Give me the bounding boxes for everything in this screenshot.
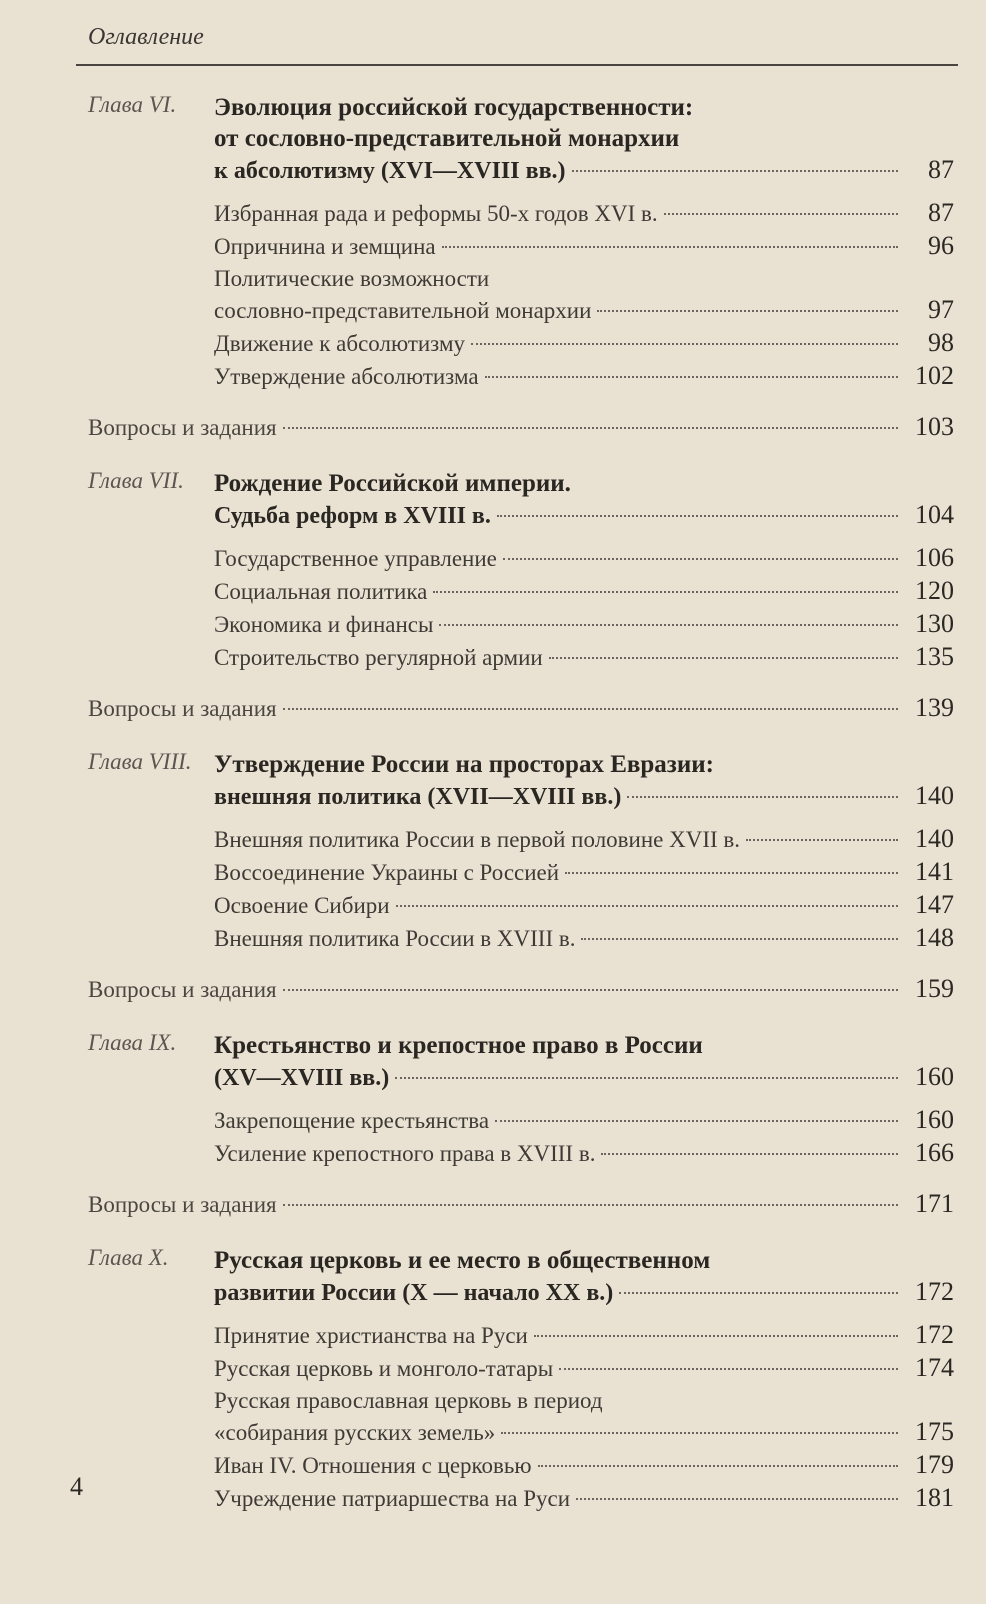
dot-leader — [495, 1120, 898, 1122]
section-list — [0, 197, 986, 393]
entry-text: Вопросы и задания — [88, 977, 277, 1002]
dot-leader — [559, 1368, 898, 1370]
entry-page-number: 140 — [915, 781, 954, 810]
entry-text: Государственное управление — [214, 546, 497, 571]
dot-leader — [283, 989, 898, 991]
chapter-title[interactable] — [214, 1245, 954, 1309]
section-entry[interactable] — [214, 1104, 954, 1137]
entry-page-number: 97 — [928, 295, 954, 324]
entry-page-number: 174 — [915, 1353, 954, 1382]
chapter-label: Глава VII. — [88, 468, 184, 493]
section-entry[interactable] — [214, 641, 954, 674]
section-entry[interactable] — [214, 1482, 954, 1515]
entry-page-number: 103 — [915, 412, 954, 441]
entry-text: сословно-представительной монархии — [214, 298, 592, 323]
chapter-title-line: Русская церковь и ее место в общественном — [214, 1247, 711, 1274]
dot-leader — [664, 213, 898, 215]
dot-leader — [576, 1498, 898, 1500]
dot-leader — [534, 1335, 898, 1337]
entry-text: Внешняя политика России в первой половине XVII в. — [214, 827, 741, 852]
entry-page-number: 120 — [915, 576, 954, 605]
dot-leader — [503, 558, 898, 560]
questions-entry[interactable] — [88, 973, 954, 1006]
entry-text: внешняя политика (XVII—XVIII вв.) — [214, 784, 622, 810]
dot-leader — [501, 1432, 898, 1434]
section-entry[interactable] — [214, 1416, 954, 1449]
chapter-title-entry[interactable] — [214, 780, 954, 813]
section-entry[interactable] — [214, 327, 954, 360]
section-list — [0, 542, 986, 674]
dot-leader — [396, 905, 898, 907]
entry-page-number: 96 — [928, 231, 954, 260]
entry-text: Вопросы и задания — [88, 415, 277, 440]
section-entry[interactable] — [214, 575, 954, 608]
entry-text: Воссоединение Украины с Россией — [214, 860, 560, 885]
entry-page-number: 181 — [915, 1483, 954, 1512]
chapter-label: Глава X. — [88, 1245, 169, 1270]
entry-page-number: 139 — [915, 693, 954, 722]
section-entry[interactable] — [214, 889, 954, 922]
entry-page-number: 172 — [915, 1277, 954, 1306]
chapter-title[interactable] — [214, 1030, 954, 1094]
entry-text: Принятие христианства на Руси — [214, 1323, 528, 1348]
dot-leader — [565, 872, 898, 874]
section-entry[interactable] — [214, 542, 954, 575]
dot-leader — [581, 938, 898, 940]
entry-page-number: 175 — [915, 1417, 954, 1446]
section-entry[interactable] — [214, 922, 954, 955]
toc-chapter — [0, 468, 986, 674]
entry-text: Экономика и финансы — [214, 612, 434, 637]
section-entry[interactable] — [214, 1352, 954, 1385]
entry-text: Усиление крепостного права в XVIII в. — [214, 1141, 596, 1166]
dot-leader — [601, 1153, 898, 1155]
entry-page-number: 104 — [915, 500, 954, 529]
dot-leader — [283, 427, 898, 429]
chapter-label: Глава IX. — [88, 1030, 177, 1055]
entry-page-number: 166 — [915, 1138, 954, 1167]
chapter-title-entry[interactable] — [214, 499, 954, 532]
entry-page-number: 160 — [915, 1062, 954, 1091]
section-entry[interactable] — [214, 360, 954, 393]
entry-text: Внешняя политика России в XVIII в. — [214, 926, 576, 951]
running-head: Оглавление — [88, 24, 204, 50]
chapter-title-line: Рождение Российской империи. — [214, 470, 571, 497]
toc-chapter — [0, 1030, 986, 1170]
entry-text: Вопросы и задания — [88, 696, 277, 721]
dot-leader — [471, 343, 898, 345]
chapter-title[interactable] — [214, 749, 954, 813]
table-of-contents — [0, 92, 986, 1533]
toc-chapter — [0, 749, 986, 955]
dot-leader — [619, 1292, 898, 1294]
entry-page-number: 179 — [915, 1450, 954, 1479]
entry-text: (XV—XVIII вв.) — [214, 1065, 390, 1091]
chapter-title-entry[interactable] — [214, 1276, 954, 1309]
entry-page-number: 159 — [915, 974, 954, 1003]
toc-chapter — [0, 92, 986, 393]
dot-leader — [597, 310, 898, 312]
section-entry[interactable] — [214, 230, 954, 263]
entry-page-number: 148 — [915, 923, 954, 952]
chapter-title-line: от сословно-представительной монархии — [214, 125, 680, 152]
dot-leader — [549, 657, 898, 659]
entry-text: Социальная политика — [214, 579, 428, 604]
dot-leader — [283, 1204, 898, 1206]
section-entry[interactable] — [214, 856, 954, 889]
chapter-title-entry[interactable] — [214, 154, 954, 187]
entry-text: «собирания русских земель» — [214, 1420, 496, 1445]
chapter-label: Глава VI. — [88, 92, 177, 117]
entry-page-number: 147 — [915, 890, 954, 919]
chapter-title[interactable] — [214, 468, 954, 532]
entry-page-number: 160 — [915, 1105, 954, 1134]
section-entry[interactable] — [214, 1319, 954, 1352]
dot-leader — [497, 515, 898, 517]
entry-page-number: 87 — [928, 155, 954, 184]
questions-entry[interactable] — [88, 692, 954, 725]
entry-page-number: 106 — [915, 543, 954, 572]
chapter-label: Глава VIII. — [88, 749, 192, 774]
dot-leader — [433, 591, 898, 593]
entry-text: Учреждение патриаршества на Руси — [214, 1486, 571, 1511]
entry-text: Избранная рада и реформы 50-х годов XVI в. — [214, 201, 658, 226]
header-rule — [76, 64, 958, 66]
section-list — [0, 1104, 986, 1170]
section-entry[interactable] — [214, 1137, 954, 1170]
page-number: 4 — [70, 1472, 83, 1501]
dot-leader — [538, 1465, 898, 1467]
chapter-title-line: Утверждение России на просторах Евразии: — [214, 751, 714, 778]
section-list — [0, 823, 986, 955]
entry-page-number: 102 — [915, 361, 954, 390]
entry-text: Движение к абсолютизму — [214, 331, 466, 356]
dot-leader — [572, 170, 898, 172]
entry-text: Русская церковь и монголо-татары — [214, 1356, 554, 1381]
chapter-title[interactable] — [214, 92, 954, 187]
section-entry[interactable] — [214, 823, 954, 856]
dot-leader — [439, 624, 898, 626]
chapter-title-line: Эволюция российской государственности: — [214, 94, 694, 121]
entry-page-number: 140 — [915, 824, 954, 853]
entry-text: Закрепощение крестьянства — [214, 1108, 490, 1133]
entry-text: Утверждение абсолютизма — [214, 364, 479, 389]
dot-leader — [283, 708, 898, 710]
entry-text: Опричнина и земщина — [214, 234, 436, 259]
dot-leader — [485, 376, 898, 378]
entry-page-number: 87 — [928, 198, 954, 227]
section-entry[interactable] — [214, 197, 954, 230]
dot-leader — [442, 246, 898, 248]
toc-chapter — [0, 1245, 986, 1515]
entry-text: Иван IV. Отношения с церковью — [214, 1453, 532, 1478]
section-title-line: Русская православная церковь в период — [214, 1388, 603, 1413]
section-title-line: Политические возможности — [214, 266, 490, 291]
questions-entry[interactable] — [88, 411, 954, 444]
dot-leader — [746, 839, 898, 841]
entry-page-number: 130 — [915, 609, 954, 638]
entry-page-number: 135 — [915, 642, 954, 671]
entry-text: Освоение Сибири — [214, 893, 390, 918]
chapter-title-line: Крестьянство и крепостное право в России — [214, 1032, 703, 1059]
entry-text: к абсолютизму (XVI—XVIII вв.) — [214, 158, 566, 184]
entry-page-number: 141 — [915, 857, 954, 886]
dot-leader — [627, 796, 898, 798]
questions-entry[interactable] — [88, 1188, 954, 1221]
entry-text: Вопросы и задания — [88, 1192, 277, 1217]
section-entry[interactable] — [214, 1449, 954, 1482]
entry-page-number: 98 — [928, 328, 954, 357]
section-entry[interactable] — [214, 294, 954, 327]
section-list — [0, 1319, 986, 1515]
entry-page-number: 172 — [915, 1320, 954, 1349]
entry-page-number: 171 — [915, 1189, 954, 1218]
dot-leader — [395, 1077, 898, 1079]
chapter-title-entry[interactable] — [214, 1061, 954, 1094]
entry-text: Строительство регулярной армии — [214, 645, 543, 670]
section-entry[interactable] — [214, 608, 954, 641]
entry-text: Судьба реформ в XVIII в. — [214, 503, 491, 529]
entry-text: развитии России (X — начало XX в.) — [214, 1280, 614, 1306]
